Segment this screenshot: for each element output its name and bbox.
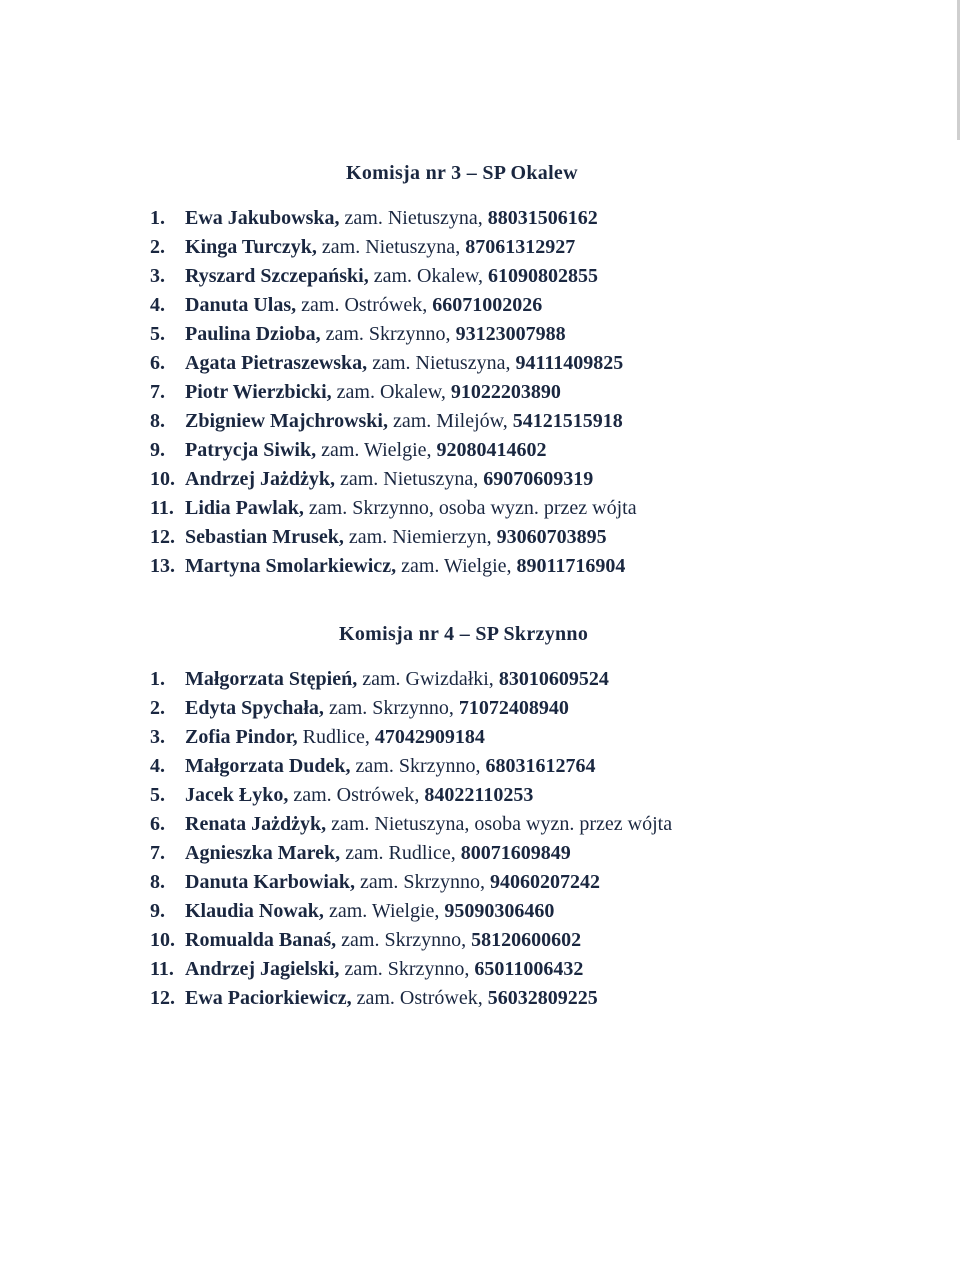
member-name: Edyta Spychała,: [185, 697, 324, 719]
member-address: zam. Ostrówek,: [296, 294, 428, 316]
list-item: [150, 552, 637, 581]
member-name: Kinga Turczyk,: [185, 236, 317, 258]
member-pesel: 61090802855: [482, 265, 598, 287]
member-address: zam. Skrzynno,: [339, 958, 470, 980]
member-name: Małgorzata Dudek,: [185, 755, 351, 777]
item-number: 12.: [150, 526, 175, 548]
item-number: 10.: [150, 929, 175, 951]
item-number: 12.: [150, 987, 175, 1009]
member-name: Agnieszka Marek,: [185, 842, 341, 864]
item-number: 1.: [150, 207, 165, 229]
list-item: [150, 723, 672, 752]
member-name: Danuta Karbowiak,: [185, 871, 356, 893]
list-item: [150, 465, 637, 494]
member-name: Ewa Jakubowska,: [185, 207, 340, 229]
commission-3-heading: Komisja nr 3 – SP Okalew: [346, 162, 578, 184]
member-name: Andrzej Jagielski,: [185, 958, 340, 980]
member-pesel: 94111409825: [510, 352, 624, 374]
member-name: Martyna Smolarkiewicz,: [185, 555, 397, 577]
item-number: 9.: [150, 900, 165, 922]
list-item: [150, 665, 672, 694]
item-number: 13.: [150, 555, 175, 577]
list-item: [150, 378, 637, 407]
member-address: zam. Nietuszyna,: [339, 207, 483, 229]
member-address: zam. Skrzynno,: [350, 755, 481, 777]
item-number: 2.: [150, 697, 165, 719]
item-number: 11.: [150, 497, 174, 519]
list-item: [150, 523, 637, 552]
member-pesel: 83010609524: [493, 668, 609, 690]
member-name: Sebastian Mrusek,: [185, 526, 344, 548]
member-pesel: 93060703895: [491, 526, 607, 548]
item-number: 5.: [150, 323, 165, 345]
member-pesel: 68031612764: [480, 755, 596, 777]
member-address: zam. Nietuszyna,: [334, 468, 479, 490]
member-address: zam. Nietuszyna,: [367, 352, 511, 374]
member-pesel: 88031506162: [482, 207, 598, 229]
list-item: [150, 436, 637, 465]
item-number: 2.: [150, 236, 165, 258]
member-name: Danuta Ulas,: [185, 294, 297, 316]
member-pesel: 92080414602: [431, 439, 547, 461]
list-item: [150, 781, 672, 810]
member-address: zam. Nietuszyna,: [316, 236, 461, 258]
member-address: zam. Skrzynno,: [355, 871, 486, 893]
member-address: zam. Gwizdałki,: [357, 668, 494, 690]
list-item: [150, 204, 637, 233]
member-address: zam. Skrzynno, osoba wyzn. przez wójta: [303, 497, 637, 519]
member-address: zam. Skrzynno,: [336, 929, 467, 951]
member-pesel: 87061312927: [460, 236, 576, 258]
member-address: zam. Ostrówek,: [351, 987, 483, 1009]
item-number: 9.: [150, 439, 165, 461]
list-item: [150, 262, 637, 291]
member-address: zam. Niemierzyn,: [343, 526, 492, 548]
item-number: 7.: [150, 381, 165, 403]
list-item: [150, 349, 637, 378]
member-pesel: 93123007988: [450, 323, 566, 345]
member-pesel: 80071609849: [455, 842, 571, 864]
member-pesel: 56032809225: [482, 987, 598, 1009]
member-pesel: 91022203890: [445, 381, 561, 403]
member-name: Ewa Paciorkiewicz,: [185, 987, 352, 1009]
member-pesel: 71072408940: [453, 697, 569, 719]
commission-4-heading: Komisja nr 4 – SP Skrzynno: [339, 623, 589, 645]
member-pesel: 94060207242: [485, 871, 601, 893]
member-name: Ryszard Szczepański,: [185, 265, 369, 287]
member-pesel: 65011006432: [469, 958, 584, 980]
member-address: zam. Rudlice,: [340, 842, 456, 864]
member-name: Paulina Dzioba,: [185, 323, 321, 345]
commission-4-member-list: [150, 665, 672, 1013]
member-pesel: 66071002026: [427, 294, 543, 316]
member-address: Rudlice,: [297, 726, 370, 748]
member-name: Renata Jażdżyk,: [185, 813, 327, 835]
member-pesel: 69070609319: [478, 468, 594, 490]
member-address: zam. Okalew,: [331, 381, 446, 403]
member-address: zam. Okalew,: [368, 265, 483, 287]
item-number: 8.: [150, 410, 165, 432]
list-item: [150, 839, 672, 868]
member-name: Andrzej Jażdżyk,: [185, 468, 335, 490]
commission-3-member-list: [150, 204, 637, 581]
list-item: [150, 752, 672, 781]
member-address: zam. Wielgie,: [316, 439, 432, 461]
member-address: zam. Milejów,: [387, 410, 508, 432]
item-number: 11.: [150, 958, 174, 980]
member-name: Lidia Pawlak,: [185, 497, 304, 519]
list-item: [150, 291, 637, 320]
item-number: 1.: [150, 668, 165, 690]
member-pesel: 47042909184: [369, 726, 485, 748]
list-item: [150, 320, 637, 349]
list-item: [150, 407, 637, 436]
member-name: Zofia Pindor,: [185, 726, 298, 748]
member-name: Jacek Łyko,: [185, 784, 289, 806]
member-pesel: 89011716904: [511, 555, 626, 577]
member-name: Piotr Wierzbicki,: [185, 381, 332, 403]
member-name: Małgorzata Stępień,: [185, 668, 358, 690]
list-item: [150, 984, 672, 1013]
item-number: 7.: [150, 842, 165, 864]
item-number: 8.: [150, 871, 165, 893]
member-pesel: 84022110253: [419, 784, 534, 806]
list-item: [150, 868, 672, 897]
member-name: Agata Pietraszewska,: [185, 352, 368, 374]
item-number: 3.: [150, 265, 165, 287]
member-pesel: 54121515918: [507, 410, 623, 432]
item-number: 6.: [150, 352, 165, 374]
list-item: [150, 955, 672, 984]
member-address: zam. Wielgie,: [396, 555, 512, 577]
member-address: zam. Skrzynno,: [320, 323, 451, 345]
member-name: Zbigniew Majchrowski,: [185, 410, 388, 432]
item-number: 3.: [150, 726, 165, 748]
member-address: zam. Skrzynno,: [323, 697, 454, 719]
item-number: 5.: [150, 784, 165, 806]
member-name: Romualda Banaś,: [185, 929, 337, 951]
item-number: 4.: [150, 294, 165, 316]
list-item: [150, 926, 672, 955]
list-item: [150, 233, 637, 262]
member-address: zam. Ostrówek,: [288, 784, 420, 806]
member-pesel: 95090306460: [439, 900, 555, 922]
member-address: zam. Nietuszyna, osoba wyzn. przez wójta: [326, 813, 673, 835]
item-number: 10.: [150, 468, 175, 490]
item-number: 4.: [150, 755, 165, 777]
list-item: [150, 810, 672, 839]
member-name: Klaudia Nowak,: [185, 900, 324, 922]
member-name: Patrycja Siwik,: [185, 439, 317, 461]
list-item: [150, 897, 672, 926]
member-address: zam. Wielgie,: [323, 900, 440, 922]
list-item: [150, 694, 672, 723]
member-pesel: 58120600602: [466, 929, 582, 951]
item-number: 6.: [150, 813, 165, 835]
list-item: [150, 494, 637, 523]
